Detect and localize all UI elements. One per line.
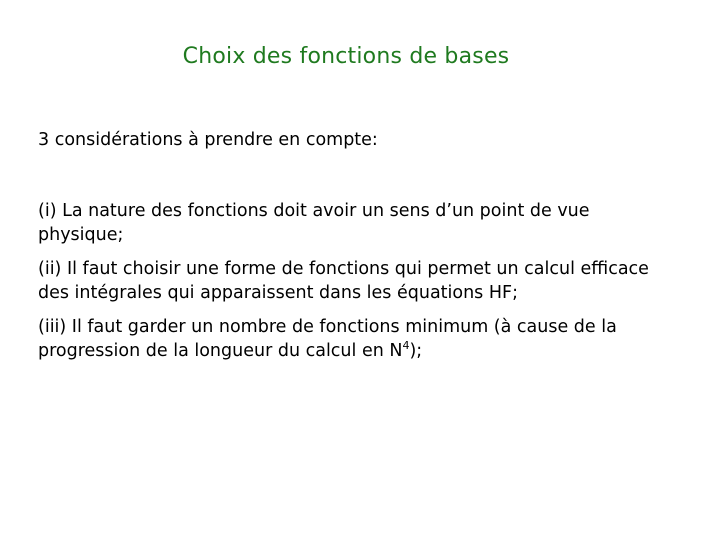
considerations-list bbox=[38, 199, 678, 373]
intro-text: 3 considérations à prendre en compte: bbox=[38, 130, 378, 150]
consideration-iii-text: (iii) Il faut garder un nombre de fonctions minimum (à cause de la progression de la longueur du calcul en N bbox=[38, 317, 617, 361]
consideration-iii-ending: ); bbox=[409, 341, 423, 361]
slide-title: Choix des fonctions de bases bbox=[182, 44, 510, 69]
consideration-item-i: (i) La nature des fonctions doit avoir un sens d’un point de vue physique; bbox=[38, 201, 590, 245]
consideration-item-iii bbox=[38, 315, 678, 363]
consideration-item-ii: (ii) Il faut choisir une forme de fonctions qui permet un calcul efficace des intégrales qui apparaissent dans les équations HF; bbox=[38, 259, 649, 303]
exponent-superscript: 4 bbox=[402, 339, 410, 353]
